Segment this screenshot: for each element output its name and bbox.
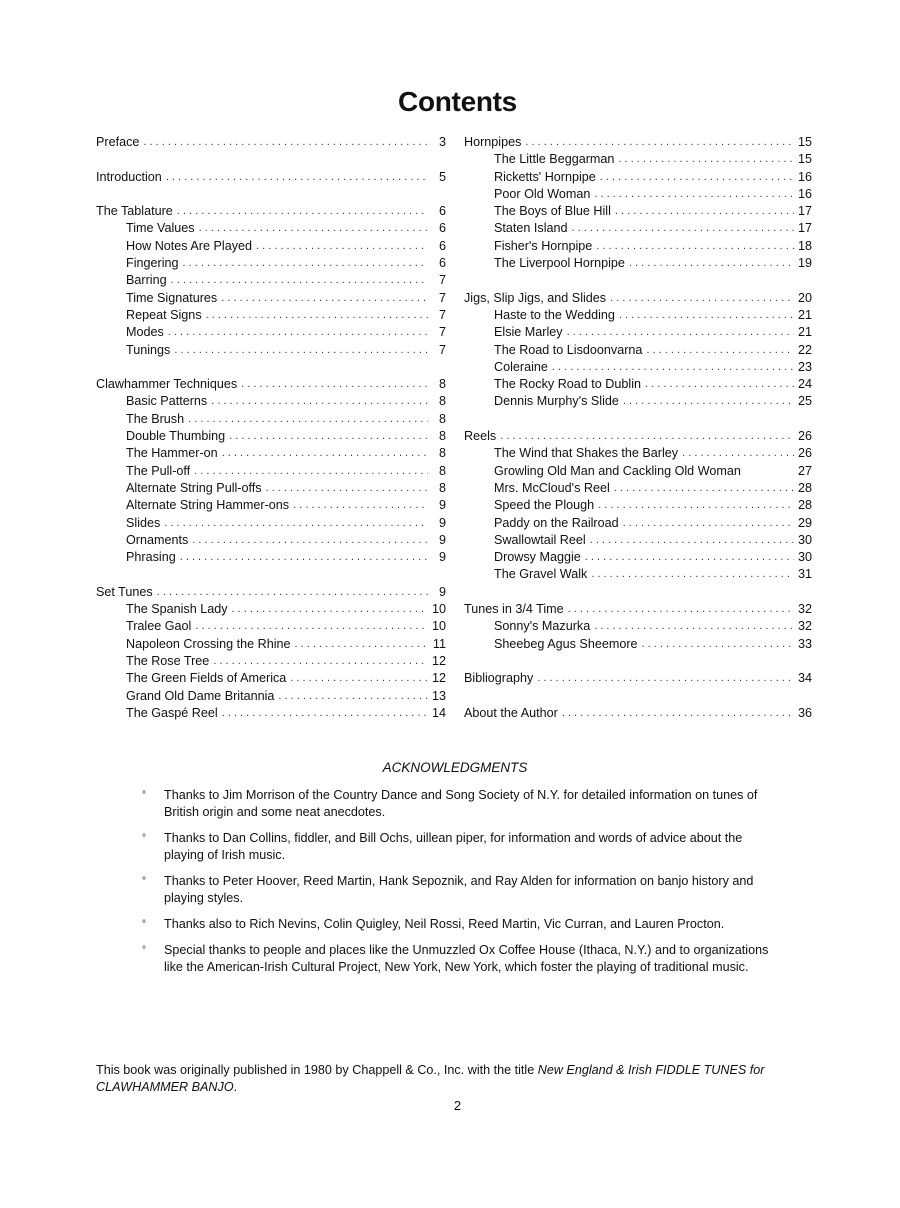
toc-entry-label: Double Thumbing xyxy=(126,429,226,444)
toc-leader-dots xyxy=(180,549,428,566)
toc-entry-page: 28 xyxy=(797,480,812,495)
toc-leader-dots xyxy=(614,480,794,497)
toc-leader-dots xyxy=(295,636,428,653)
toc-entry-page: 22 xyxy=(797,342,812,357)
toc-entry-label: Swallowtail Reel xyxy=(494,532,586,547)
toc-entry-label: Phrasing xyxy=(126,550,176,565)
toc-leader-dots xyxy=(629,255,794,272)
toc-entry xyxy=(464,393,812,410)
toc-entry-label: The Pull-off xyxy=(126,463,191,478)
toc-entry-page: 21 xyxy=(797,307,812,322)
acknowledgment-text: Thanks to Jim Morrison of the Country Dance and Song Society of N.Y. for detailed information on tunes of British origin and some neat anecdotes. xyxy=(164,788,758,819)
toc-leader-dots xyxy=(195,618,428,635)
toc-entry-page: 6 xyxy=(438,204,446,219)
toc-entry-label: The Road to Lisdoonvarna xyxy=(494,342,643,357)
publication-note-end: . xyxy=(233,1080,238,1094)
toc-leader-dots xyxy=(290,670,428,687)
acknowledgment-text: Thanks to Dan Collins, fiddler, and Bill Ochs, uillean piper, for information and words of advice about the playing of Irish music. xyxy=(164,831,743,862)
toc-entry-page: 12 xyxy=(431,653,446,668)
toc-leader-dots xyxy=(594,186,794,203)
toc-leader-dots xyxy=(174,342,428,359)
toc-entry xyxy=(464,342,812,359)
toc-entry-label: Clawhammer Techniques xyxy=(96,377,238,392)
toc-entry-label: Sonny's Mazurka xyxy=(494,619,591,634)
toc-entry-page: 24 xyxy=(797,377,812,392)
toc-entry-page: 10 xyxy=(431,619,446,634)
toc-entry-page: 7 xyxy=(438,273,446,288)
toc-entry-label: Fingering xyxy=(126,256,179,271)
toc-entry xyxy=(96,342,446,359)
toc-leader-dots xyxy=(568,601,794,618)
toc-entry xyxy=(464,566,812,583)
toc-entry-page: 17 xyxy=(797,221,812,236)
toc-entry-page: 13 xyxy=(431,688,446,703)
toc-entry-page: 26 xyxy=(797,429,812,444)
toc-leader-dots xyxy=(567,324,794,341)
toc-entry-label: The Green Fields of America xyxy=(126,671,287,686)
bullet-icon: ° xyxy=(142,919,146,930)
toc-entry-label: Basic Patterns xyxy=(126,394,208,409)
toc-leader-dots xyxy=(143,134,428,151)
toc-leader-dots xyxy=(645,376,794,393)
toc-entry-page: 8 xyxy=(438,394,446,409)
toc-entry-page: 15 xyxy=(797,135,812,149)
toc-entry-page: 11 xyxy=(432,636,446,651)
toc-entry xyxy=(464,290,812,307)
toc-entry-label: Hornpipes xyxy=(464,135,522,149)
toc-entry xyxy=(96,290,446,307)
toc-entry-page: 19 xyxy=(797,256,812,271)
toc-entry-label: Drowsy Maggie xyxy=(494,550,581,565)
toc-leader-dots xyxy=(623,393,794,410)
toc-entry-label: The Gravel Walk xyxy=(494,567,588,582)
toc-leader-dots xyxy=(619,307,794,324)
toc-entry-label: Elsie Marley xyxy=(494,325,563,340)
toc-entry-page: 14 xyxy=(431,705,446,720)
toc-entry-page: 26 xyxy=(797,446,812,461)
toc-entry-page: 18 xyxy=(797,238,812,253)
toc-entry-label: Dennis Murphy's Slide xyxy=(494,394,619,409)
toc-entry-label: How Notes Are Played xyxy=(126,238,252,253)
toc-entry-label: Poor Old Woman xyxy=(494,186,591,201)
toc-entry xyxy=(96,636,446,653)
toc-entry-page: 8 xyxy=(438,446,446,461)
toc-entry-page: 6 xyxy=(438,256,446,271)
toc-leader-dots xyxy=(213,653,428,670)
toc-entry xyxy=(464,169,812,186)
toc-entry-page: 33 xyxy=(797,636,812,651)
toc-entry-label: Introduction xyxy=(96,169,162,184)
toc-entry xyxy=(96,670,446,687)
toc-entry-page: 9 xyxy=(438,498,446,513)
bullet-icon: ° xyxy=(142,790,146,801)
toc-leader-dots xyxy=(562,705,794,722)
acknowledgment-item xyxy=(140,942,780,976)
toc-entry-label: Tunings xyxy=(126,342,171,357)
toc-entry-page: 8 xyxy=(438,429,446,444)
toc-entry-page: 27 xyxy=(797,463,812,478)
toc-entry-page: 8 xyxy=(438,377,446,392)
toc-entry xyxy=(464,515,812,532)
toc-leader-dots xyxy=(596,238,794,255)
toc-entry xyxy=(96,238,446,255)
toc-entry xyxy=(96,601,446,618)
toc-entry xyxy=(96,411,446,428)
toc-leader-dots xyxy=(171,272,428,289)
toc-entry-page: 23 xyxy=(797,359,812,374)
toc-entry xyxy=(464,324,812,341)
toc-entry-page: 17 xyxy=(797,204,812,219)
toc-entry xyxy=(96,169,446,186)
acknowledgment-item xyxy=(140,787,780,821)
toc-leader-dots xyxy=(199,220,428,237)
toc-entry-label: Ornaments xyxy=(126,532,189,547)
toc-entry xyxy=(464,618,812,635)
toc-entry xyxy=(464,705,812,722)
toc-entry-label: Speed the Plough xyxy=(494,498,595,513)
toc-entry-page: 8 xyxy=(438,411,446,426)
toc-entry-label: Barring xyxy=(126,273,167,288)
toc-entry xyxy=(96,428,446,445)
toc-leader-dots xyxy=(211,393,428,410)
toc-entry xyxy=(464,445,812,462)
publication-note xyxy=(96,1062,826,1096)
acknowledgment-item xyxy=(140,873,780,907)
toc-entry xyxy=(96,584,446,601)
toc-entry-label: Tunes in 3/4 Time xyxy=(464,602,564,617)
toc-leader-dots xyxy=(183,255,428,272)
toc-entry-page: 30 xyxy=(797,532,812,547)
toc-entry-page: 7 xyxy=(438,307,446,322)
toc-leader-dots xyxy=(682,445,794,462)
toc-leader-dots xyxy=(192,532,428,549)
toc-entry xyxy=(96,307,446,324)
toc-leader-dots xyxy=(594,618,794,635)
toc-entry xyxy=(96,220,446,237)
toc-entry-page: 7 xyxy=(438,325,446,340)
toc-leader-dots xyxy=(525,134,794,151)
acknowledgment-item xyxy=(140,830,780,864)
toc-leader-dots xyxy=(194,463,428,480)
toc-leader-dots xyxy=(585,549,794,566)
toc-entry-label: The Tablature xyxy=(96,204,173,219)
toc-leader-dots xyxy=(188,411,428,428)
toc-entry-page: 32 xyxy=(797,619,812,634)
toc-entry-label: The Little Beggarman xyxy=(494,152,615,167)
toc-entry-label: The Hammer-on xyxy=(126,446,218,461)
toc-entry xyxy=(464,601,812,618)
toc-entry-label: The Gaspé Reel xyxy=(126,705,218,720)
toc-entry xyxy=(464,186,812,203)
toc-entry xyxy=(96,376,446,393)
toc-entry xyxy=(464,359,812,376)
toc-entry xyxy=(96,653,446,670)
toc-entry-label: Set Tunes xyxy=(96,584,153,599)
toc-leader-dots xyxy=(157,584,428,601)
acknowledgment-text: Thanks also to Rich Nevins, Colin Quigley, Neil Rossi, Reed Martin, Vic Curran, and Lauren Procton. xyxy=(164,917,725,931)
toc-entry-page: 10 xyxy=(431,602,446,617)
page-title: Contents xyxy=(398,86,517,117)
toc-entry-label: Growling Old Man and Cackling Old Woman xyxy=(494,463,741,478)
toc-leader-dots xyxy=(590,532,794,549)
toc-entry-page: 32 xyxy=(797,602,812,617)
acknowledgments-heading: ACKNOWLEDGMENTS xyxy=(382,760,528,775)
toc-entry-label: Jigs, Slip Jigs, and Slides xyxy=(464,290,607,305)
toc-entry-page: 9 xyxy=(438,532,446,547)
toc-leader-dots xyxy=(293,497,428,514)
toc-leader-dots xyxy=(598,497,794,514)
publication-note-text: This book was originally published in 1980 by Chappell & Co., Inc. with the title xyxy=(96,1063,538,1077)
toc-leader-dots xyxy=(241,376,428,393)
toc-entry-page: 21 xyxy=(797,325,812,340)
toc-entry-label: The Rose Tree xyxy=(126,653,210,668)
toc-entry xyxy=(464,203,812,220)
toc-entry xyxy=(96,549,446,566)
bullet-icon: ° xyxy=(142,945,146,956)
toc-entry-label: Bibliography xyxy=(464,671,534,686)
toc-leader-dots xyxy=(177,203,428,220)
toc-leader-dots xyxy=(623,515,794,532)
toc-entry-page: 36 xyxy=(797,705,812,720)
toc-entry-label: The Spanish Lady xyxy=(126,602,228,617)
toc-entry xyxy=(96,445,446,462)
toc-entry xyxy=(464,238,812,255)
toc-leader-dots xyxy=(615,203,794,220)
toc-entry xyxy=(464,497,812,514)
acknowledgment-item xyxy=(140,916,780,933)
toc-entry xyxy=(464,480,812,497)
toc-entry xyxy=(464,532,812,549)
acknowledgments-list xyxy=(140,787,780,985)
toc-entry xyxy=(96,688,446,705)
toc-leader-dots xyxy=(278,688,428,705)
toc-entry-label: Mrs. McCloud's Reel xyxy=(494,480,610,495)
toc-entry-label: The Brush xyxy=(126,411,185,426)
toc-entry xyxy=(96,393,446,410)
bullet-icon: ° xyxy=(142,876,146,887)
publication-note-title: New England & Irish FIDDLE TUNES for CLAWHAMMER BANJO xyxy=(96,1063,765,1094)
toc-entry-page: 31 xyxy=(797,567,812,582)
toc-entry-page: 34 xyxy=(797,671,812,686)
toc-leader-dots xyxy=(266,480,428,497)
toc-entry-label: Paddy on the Railroad xyxy=(494,515,619,530)
toc-entry-page: 29 xyxy=(797,515,812,530)
toc-entry-label: Slides xyxy=(126,515,161,530)
toc-leader-dots xyxy=(618,151,794,168)
toc-entry-label: Coleraine xyxy=(494,359,548,374)
toc-entry xyxy=(96,324,446,341)
toc-left-column xyxy=(96,134,446,722)
toc-entry-page: 15 xyxy=(797,152,812,167)
toc-entry-label: The Rocky Road to Dublin xyxy=(494,377,641,392)
toc-entry-page: 20 xyxy=(797,290,812,305)
toc-entry xyxy=(464,636,812,653)
toc-entry-page: 5 xyxy=(438,169,446,184)
toc-entry-label: Alternate String Pull-offs xyxy=(126,480,262,495)
toc-leader-dots xyxy=(168,324,428,341)
toc-entry-page: 8 xyxy=(438,463,446,478)
toc-leader-dots xyxy=(572,220,794,237)
toc-entry xyxy=(96,203,446,220)
toc-leader-dots xyxy=(221,290,428,307)
toc-entry xyxy=(464,307,812,324)
toc-entry-label: Fisher's Hornpipe xyxy=(494,238,593,253)
toc-entry xyxy=(464,220,812,237)
toc-entry-label: Alternate String Hammer-ons xyxy=(126,498,290,513)
toc-leader-dots xyxy=(164,515,428,532)
toc-entry-label: Grand Old Dame Britannia xyxy=(126,688,275,703)
toc-leader-dots xyxy=(646,342,794,359)
toc-leader-dots xyxy=(166,169,428,186)
toc-entry xyxy=(464,376,812,393)
toc-leader-dots xyxy=(232,601,428,618)
toc-entry-page: 16 xyxy=(797,186,812,201)
acknowledgment-text: Thanks to Peter Hoover, Reed Martin, Hank Sepoznik, and Ray Alden for information on banjo history and playing styles. xyxy=(164,874,754,905)
toc-entry-page: 30 xyxy=(797,550,812,565)
toc-entry xyxy=(464,255,812,272)
toc-entry-page: 8 xyxy=(438,480,446,495)
toc-entry-label: The Liverpool Hornpipe xyxy=(494,256,625,271)
toc-entry xyxy=(464,549,812,566)
toc-entry xyxy=(464,151,812,168)
toc-entry-page: 3 xyxy=(438,135,446,149)
toc-entry-label: Preface xyxy=(96,135,140,149)
toc-entry-label: The Wind that Shakes the Barley xyxy=(494,446,679,461)
toc-entry-label: Ricketts' Hornpipe xyxy=(494,169,596,184)
toc-entry-page: 12 xyxy=(431,671,446,686)
toc-entry xyxy=(96,134,446,151)
toc-entry-page: 16 xyxy=(797,169,812,184)
toc-entry-label: About the Author xyxy=(464,705,558,720)
toc-entry-label: Time Values xyxy=(126,221,195,236)
toc-entry xyxy=(96,618,446,635)
toc-leader-dots xyxy=(222,705,428,722)
bullet-icon: ° xyxy=(142,833,146,844)
toc-right-column xyxy=(464,134,812,722)
toc-leader-dots xyxy=(229,428,428,445)
toc-entry-label: Napoleon Crossing the Rhine xyxy=(126,636,291,651)
toc-leader-dots xyxy=(206,307,428,324)
toc-leader-dots xyxy=(537,670,794,687)
toc-entry xyxy=(464,134,812,151)
toc-entry-page: 7 xyxy=(438,342,446,357)
toc-entry-page: 9 xyxy=(438,515,446,530)
toc-leader-dots xyxy=(610,290,794,307)
toc-leader-dots xyxy=(500,428,794,445)
toc-entry-page: 9 xyxy=(438,550,446,565)
toc-entry xyxy=(464,670,812,687)
toc-entry-label: Sheebeg Agus Sheemore xyxy=(494,636,638,651)
toc-entry xyxy=(96,515,446,532)
toc-entry-label: The Boys of Blue Hill xyxy=(494,204,611,219)
toc-entry xyxy=(96,497,446,514)
page-number: 2 xyxy=(453,1098,462,1113)
toc-entry xyxy=(96,255,446,272)
toc-entry-page: 6 xyxy=(438,221,446,236)
acknowledgment-text: Special thanks to people and places like the Unmuzzled Ox Coffee House (Ithaca, N.Y.) and to organizations like the American-Irish Cultural Project, New York, New York, which foster the playing of traditional music. xyxy=(164,943,769,974)
toc-entry-label: Staten Island xyxy=(494,221,568,236)
toc-leader-dots xyxy=(600,169,794,186)
toc-entry-label: Tralee Gaol xyxy=(126,619,192,634)
toc-entry-label: Haste to the Wedding xyxy=(494,307,615,322)
toc-entry-label: Time Signatures xyxy=(126,290,218,305)
toc-leader-dots xyxy=(591,566,794,583)
toc-entry-page: 25 xyxy=(797,394,812,409)
toc-leader-dots xyxy=(552,359,794,376)
toc-entry-label: Repeat Signs xyxy=(126,307,202,322)
toc-leader-dots xyxy=(222,445,428,462)
toc-entry-page: 28 xyxy=(797,498,812,513)
toc-entry-page: 7 xyxy=(438,290,446,305)
toc-entry-label: Reels xyxy=(464,429,497,444)
toc-entry xyxy=(96,532,446,549)
toc-entry xyxy=(96,705,446,722)
toc-entry xyxy=(464,428,812,445)
toc-leader-dots xyxy=(642,636,794,653)
toc-entry-label: Modes xyxy=(126,325,164,340)
toc-entry-page: 6 xyxy=(438,238,446,253)
toc-entry xyxy=(96,480,446,497)
toc-entry xyxy=(464,463,812,480)
toc-leader-dots xyxy=(256,238,428,255)
toc-entry-page: 9 xyxy=(438,584,446,599)
toc-entry xyxy=(96,272,446,289)
toc-entry xyxy=(96,463,446,480)
